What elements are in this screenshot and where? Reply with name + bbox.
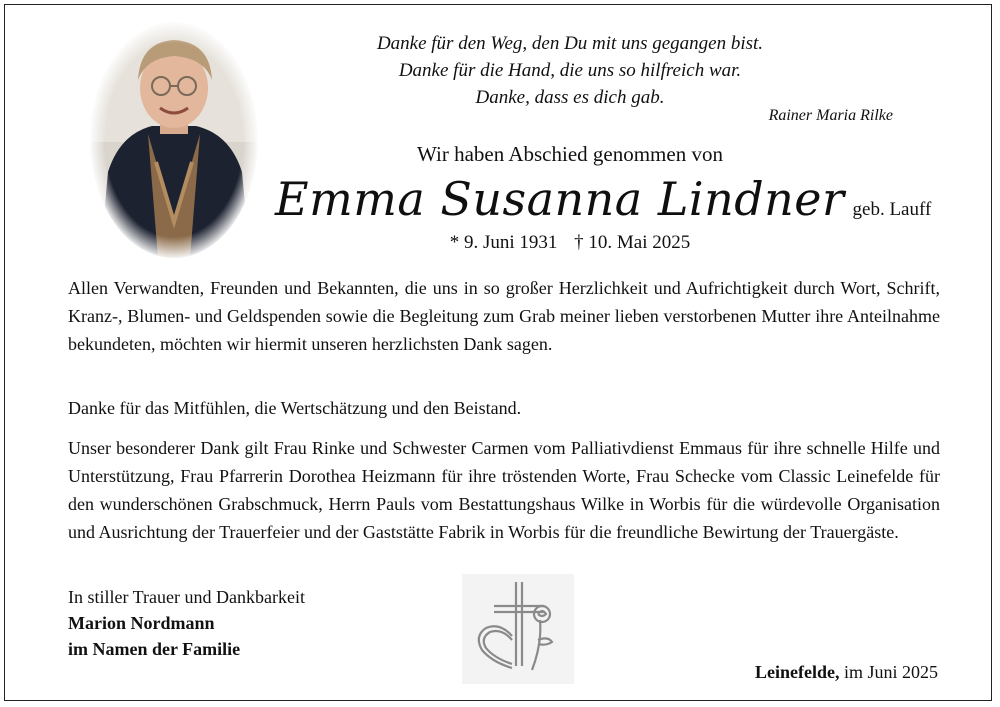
place-date (755, 662, 938, 683)
intro-text: Wir haben Abschied genommen von (417, 142, 723, 166)
signoff-family: im Namen der Familie (68, 639, 241, 659)
quote-line-1: Danke für den Weg, den Du mit uns gegangen bist. (376, 33, 764, 54)
deceased-name-row (275, 172, 931, 226)
life-dates (300, 232, 840, 254)
portrait-photo (90, 22, 258, 258)
maiden-name: geb. Lauff (852, 199, 932, 220)
thanks-paragraph-1: Allen Verwandten, Freunden und Bekannten, die uns in so großer Herzlichkeit und Aufrichtigkeit durch Wort, Schrift, Kranz-, Blumen- und Geldspenden sowie die Begleitung zum Grab meiner lieben verstorbenen Mutter ihre Anteilnahme bekundeten, möchten wir hiermit unseren herzlichsten Dank sagen. (68, 278, 940, 354)
cross-heart-rose-icon (462, 574, 574, 684)
signoff-name: Marion Nordmann (68, 613, 215, 633)
signoff-line: In stiller Trauer und Dankbarkeit (68, 587, 305, 607)
deceased-name: Emma Susanna Lindner (275, 172, 845, 226)
quote-line-2: Danke für die Hand, die uns so hilfreich war. (398, 60, 742, 81)
thanks-paragraph-2: Danke für das Mitfühlen, die Wertschätzung und den Beistand. (68, 398, 522, 418)
place: Leinefelde, (755, 662, 840, 682)
quote-line-3: Danke, dass es dich gab. (475, 87, 665, 108)
birth-date: * 9. Juni 1931 (449, 232, 558, 253)
signoff (68, 584, 305, 662)
date: im Juni 2025 (843, 662, 938, 682)
thanks-paragraph-3: Unser besonderer Dank gilt Frau Rinke und Schwester Carmen vom Palliativdienst Emmaus für ihre schnelle Hilfe und Unterstützung, Frau Pfarrerin Dorothea Heizmann für ihre tröstenden Worte, Frau Schecke vom Classic Leinefelde für den wunderschönen Grabschmuck, Herrn Pauls vom Bestattungshaus Wilke in Worbis für die würdevolle Organisation und Ausrichtung der Trauerfeier und der Gaststätte Fabrik in Worbis für die freundliche Bewirtung der Trauergäste. (68, 438, 940, 542)
quote-author: Rainer Maria Rilke (768, 107, 893, 124)
death-date: † 10. Mai 2025 (574, 232, 691, 253)
